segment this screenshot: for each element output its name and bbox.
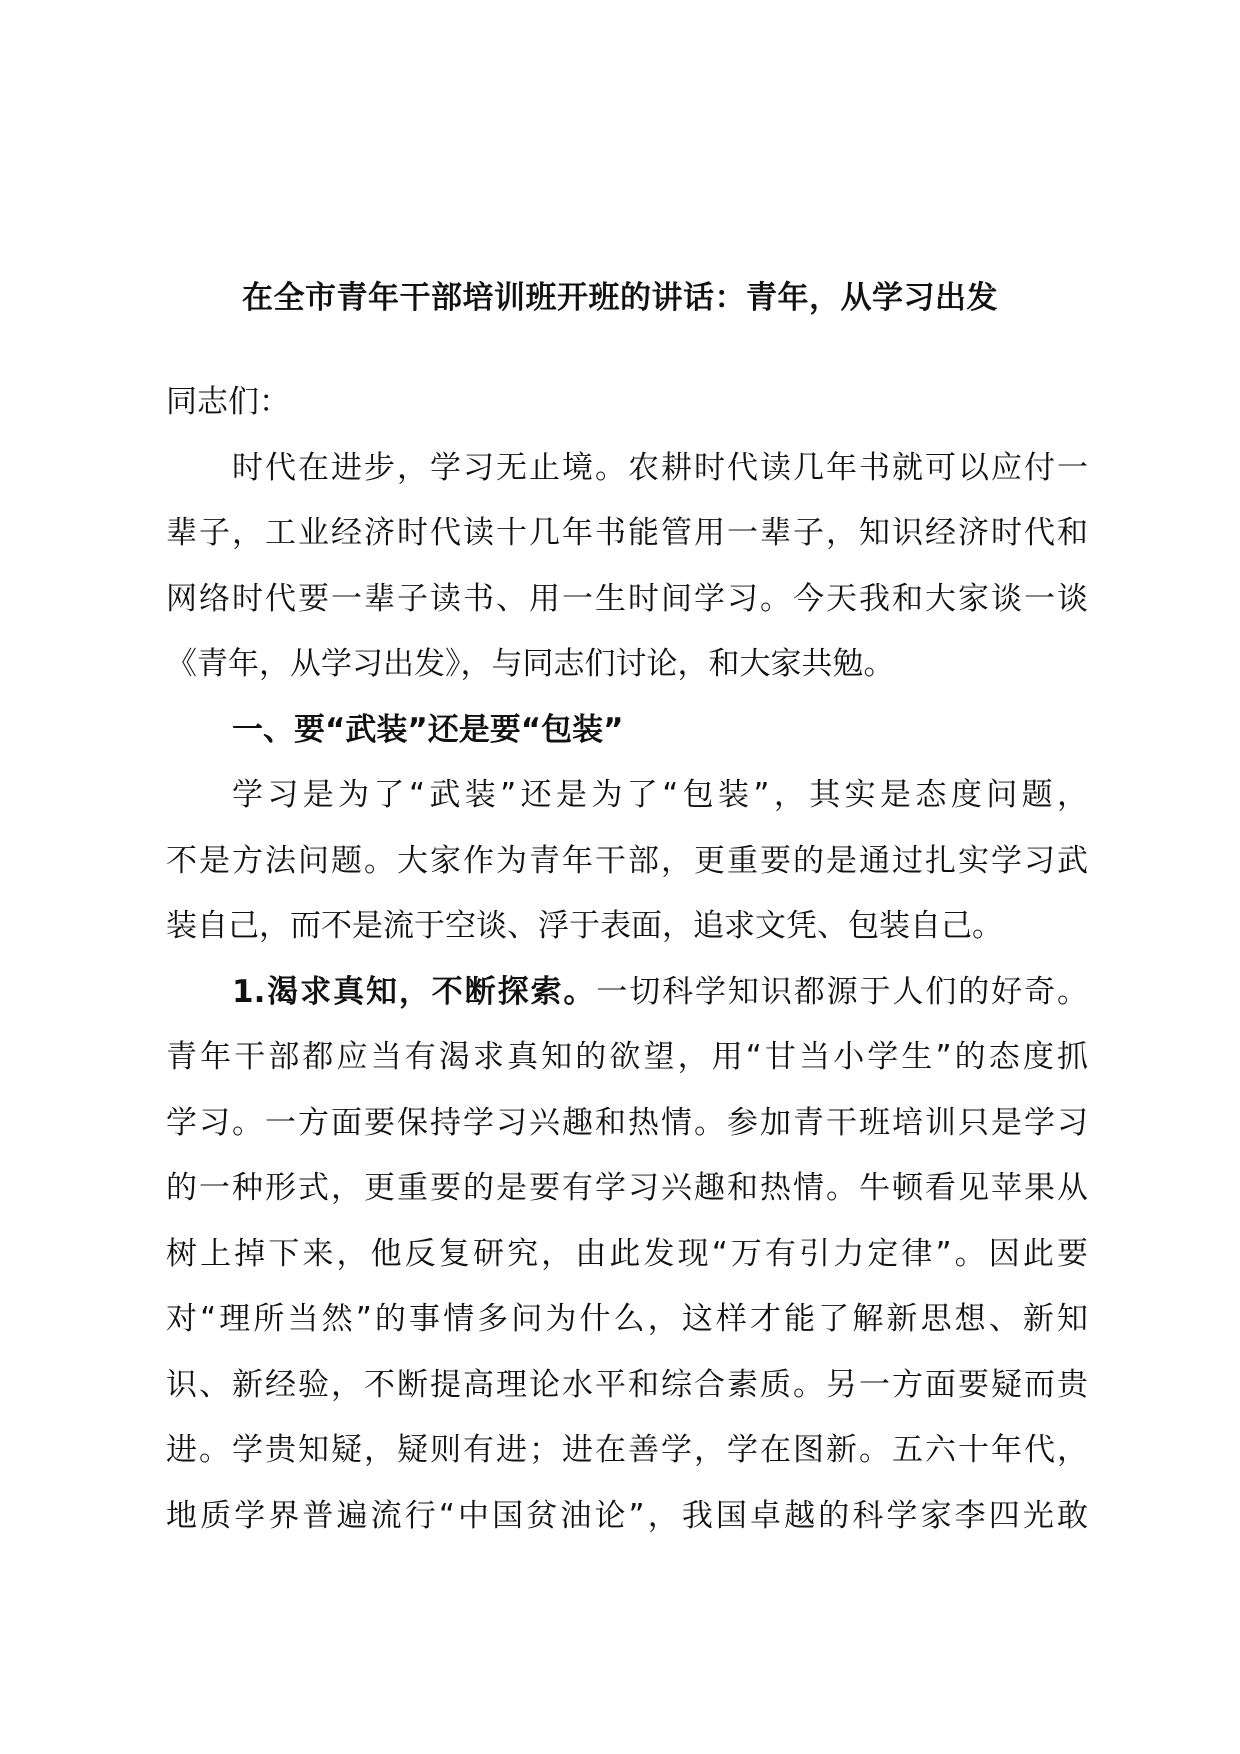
- paragraph-line: 时代在进步，学习无止境。农耕时代读几年书就可以应付一: [232, 449, 1088, 486]
- subsection-line: [166, 960, 1088, 1026]
- paragraph-line: 青年干部都应当有渴求真知的欲望，用“甘当小学生”的态度抓: [166, 1039, 1088, 1075]
- paragraph-line: 对“理所当然”的事情多问为什么，这样才能了解新思想、新知: [166, 1301, 1088, 1337]
- paragraph-line: 《青年，从学习出发》，与同志们讨论，和大家共勉。: [166, 646, 895, 682]
- document-title: 在全市青年干部培训班开班的讲话：青年，从学习出发: [242, 280, 998, 316]
- subsection-heading: 1.渴求真知，不断探索。: [232, 973, 597, 1010]
- paragraph-line: 学习。一方面要保持学习兴趣和热情。参加青干班培训只是学习: [166, 1104, 1088, 1141]
- subsection-text: 一切科学知识都源于人们的好奇。: [596, 973, 1088, 1010]
- paragraph-line: 进。学贵知疑，疑则有进；进在善学，学在图新。五六十年代，: [166, 1432, 1088, 1468]
- paragraph-line: 不是方法问题。大家作为青年干部，更重要的是通过扎实学习武: [166, 842, 1088, 879]
- section-heading: 一、要“武装”还是要“包装”: [232, 711, 624, 748]
- paragraph-line: 识、新经验，不断提高理论水平和综合素质。另一方面要疑而贵: [166, 1366, 1088, 1403]
- paragraph-line: 树上掉下来，他反复研究，由此发现“万有引力定律”。因此要: [166, 1235, 1088, 1272]
- paragraph-line: 装自己，而不是流于空谈、浮于表面，追求文凭、包装自己。: [166, 908, 1003, 944]
- paragraph-line: 地质学界普遍流行“中国贫油论”，我国卓越的科学家李四光敢: [166, 1497, 1088, 1534]
- paragraph-line: 辈子，工业经济时代读十几年书能管用一辈子，知识经济时代和: [166, 515, 1088, 551]
- paragraph-line: 学习是为了“武装”还是为了“包装”，其实是态度问题，: [232, 777, 1088, 813]
- paragraph-line: 网络时代要一辈子读书、用一生时间学习。今天我和大家谈一谈: [166, 580, 1088, 617]
- salutation-line: 同志们：: [166, 384, 290, 420]
- paragraph-line: 的一种形式，更重要的是要有学习兴趣和热情。牛顿看见苹果从: [166, 1170, 1088, 1206]
- document-body: [166, 370, 1088, 1549]
